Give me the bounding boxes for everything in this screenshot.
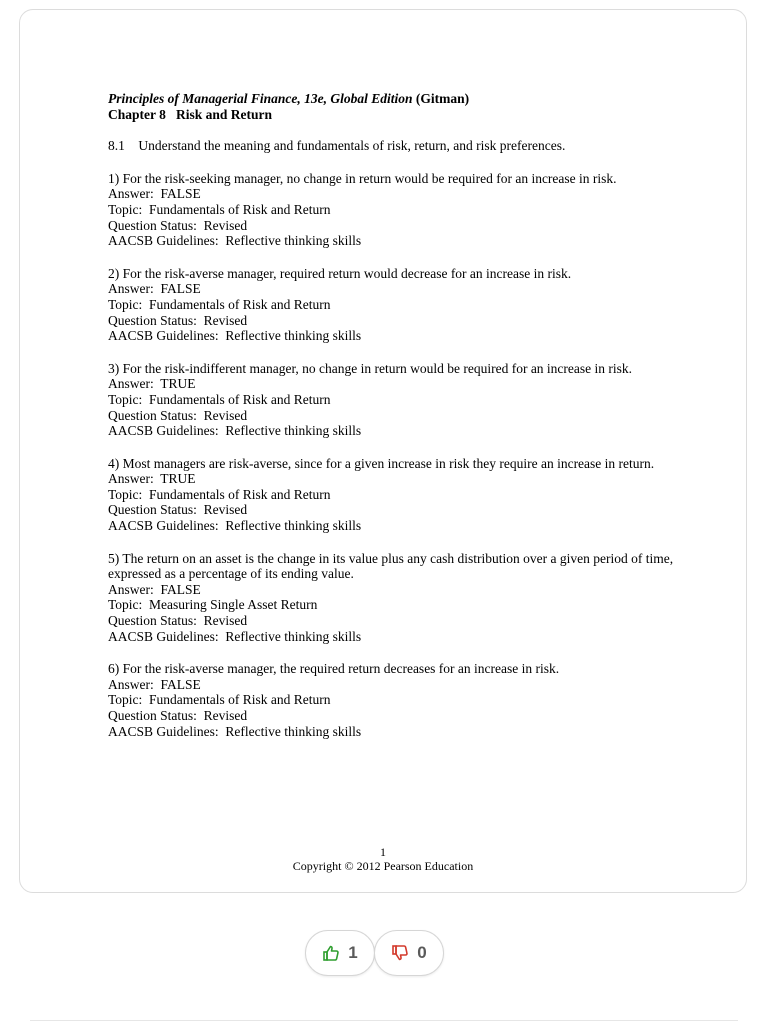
rating-bar	[305, 930, 444, 976]
question-item	[108, 266, 688, 344]
question-topic: Topic: Measuring Single Asset Return	[108, 597, 318, 613]
question-text: 4) Most managers are risk-averse, since for a given increase in risk they require an increase in return.	[108, 455, 655, 471]
dislike-count: 0	[417, 943, 427, 962]
question-topic: Topic: Fundamentals of Risk and Return	[108, 692, 331, 708]
question-aacsb: AACSB Guidelines: Reflective thinking skills	[108, 233, 362, 249]
question-status: Question Status: Revised	[108, 708, 248, 723]
like-count: 1	[348, 943, 358, 962]
learning-objective: 8.1 Understand the meaning and fundamentals of risk, return, and risk preferences.	[108, 138, 566, 154]
book-title: Principles of Managerial Finance, 13e, Global Edition	[108, 91, 413, 106]
like-button[interactable]	[305, 930, 375, 976]
book-author: (Gitman)	[412, 91, 470, 106]
question-answer: Answer: FALSE	[108, 581, 201, 597]
question-text: 5) The return on an asset is the change in its value plus any cash distribution over a given period of time, expressed as a percentage of its ending value.	[108, 550, 674, 582]
divider	[30, 1020, 738, 1021]
book-heading	[108, 91, 688, 107]
question-status: Question Status: Revised	[108, 312, 248, 328]
question-topic: Topic: Fundamentals of Risk and Return	[108, 296, 331, 312]
dislike-button[interactable]	[374, 930, 444, 976]
question-status: Question Status: Revised	[108, 613, 248, 629]
question-text: 2) For the risk-averse manager, required return would decrease for an increase in risk.	[108, 265, 572, 281]
question-text: 1) For the risk-seeking manager, no change in return would be required for an increase in risk.	[108, 170, 617, 186]
copyright-notice: Copyright © 2012 Pearson Education	[292, 859, 474, 873]
question-topic: Topic: Fundamentals of Risk and Return	[108, 201, 331, 217]
question-item	[108, 171, 688, 249]
question-answer: Answer: TRUE	[108, 471, 196, 487]
question-item	[108, 551, 688, 645]
question-aacsb: AACSB Guidelines: Reflective thinking skills	[108, 628, 362, 644]
question-text: 3) For the risk-indifferent manager, no change in return would be required for an increase in risk.	[108, 360, 633, 376]
question-topic: Topic: Fundamentals of Risk and Return	[108, 486, 331, 502]
question-aacsb: AACSB Guidelines: Reflective thinking skills	[108, 423, 362, 439]
page-number: 1	[380, 845, 386, 859]
question-answer: Answer: FALSE	[108, 186, 201, 202]
question-answer: Answer: FALSE	[108, 676, 201, 692]
question-status: Question Status: Revised	[108, 407, 248, 423]
question-item	[108, 661, 688, 739]
question-item	[108, 361, 688, 439]
question-status: Question Status: Revised	[108, 502, 248, 518]
thumbs-up-icon	[322, 944, 340, 962]
question-aacsb: AACSB Guidelines: Reflective thinking skills	[108, 723, 362, 739]
page-footer	[19, 845, 747, 873]
question-aacsb: AACSB Guidelines: Reflective thinking skills	[108, 518, 362, 534]
question-item	[108, 456, 688, 534]
document-body	[108, 91, 688, 739]
question-status: Question Status: Revised	[108, 217, 248, 233]
thumbs-down-icon	[391, 944, 409, 962]
chapter-heading: Chapter 8 Risk and Return	[108, 106, 273, 122]
question-answer: Answer: TRUE	[108, 376, 196, 392]
question-answer: Answer: FALSE	[108, 281, 201, 297]
question-text: 6) For the risk-averse manager, the required return decreases for an increase in risk.	[108, 661, 560, 677]
question-topic: Topic: Fundamentals of Risk and Return	[108, 391, 331, 407]
question-aacsb: AACSB Guidelines: Reflective thinking skills	[108, 328, 362, 344]
